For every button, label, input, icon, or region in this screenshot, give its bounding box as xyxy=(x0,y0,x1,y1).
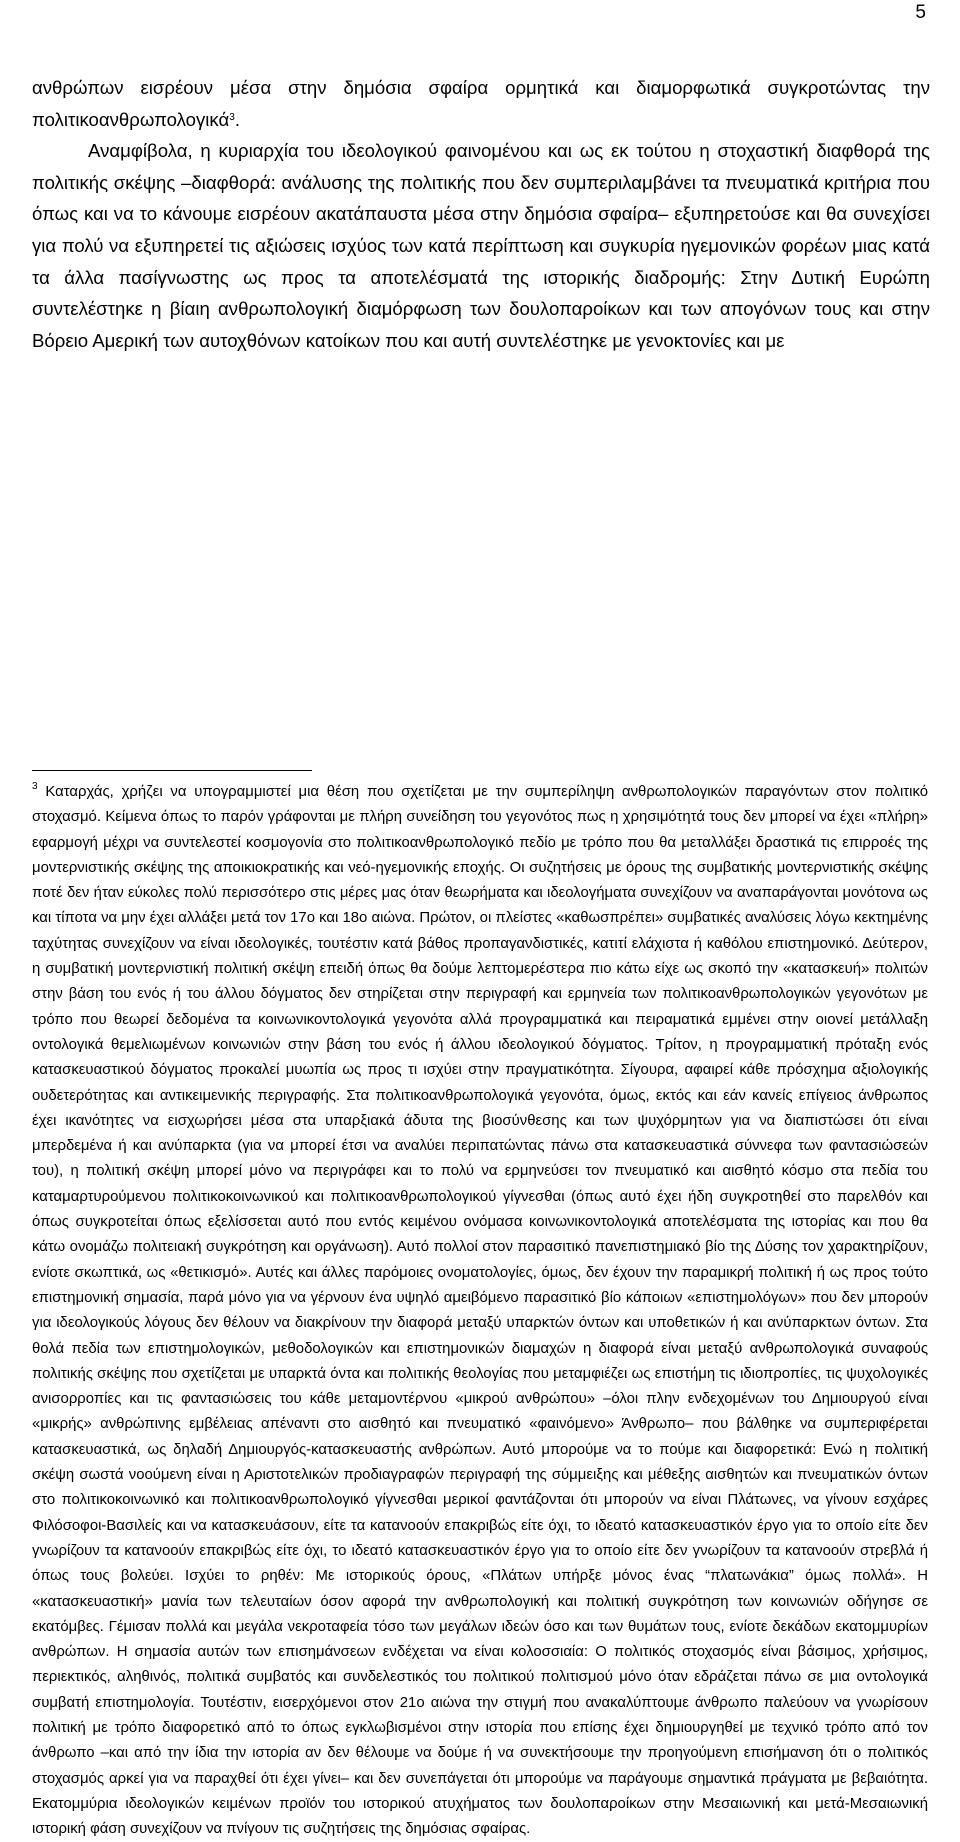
footnote-separator xyxy=(32,770,312,771)
footnote-number: 3 xyxy=(32,781,38,792)
footnote-3 xyxy=(32,780,928,1842)
footnote-text: Καταρχάς, χρήζει να υπογραμμιστεί μια θέση που σχετίζεται με την συμπερίληψη ανθρωπολογικών παραγόντων στον πολιτικό στοχασμό. Κείμενα όπως το παρόν γράφονται με πλήρη συνείδηση του γεγονότος πως η χρησιμότητά τους δεν μπορεί να έχει «πλήρη» εφαρμογή μέχρι να συντελεστεί κοσμογονία στο πολιτικοανθρωπολογικό πεδίο με τρόπο που θα μεταλλάξει δραστικά τις επιρροές της μοντερνιστικής σκέψης της αποικιοκρατικής και νεό-ηγεμονικής εποχής. Οι συζητήσεις με όρους της συμβατικής μοντερνιστικής σκέψης ποτέ δεν ήταν εύκολες πολύ περισσότερο στις μέρες μας όταν θεωρήματα και ιδεολογήματα συνεχίζουν να αναπαράγονται μονότονα ως και τίποτα να μην έχει αλλάξει μετά τον 17ο και 18ο αιώνα. Πρώτον, οι πλείστες «καθωσπρέπει» συμβατικές αναλύσεις λόγω κεκτημένης ταχύτητας συνεχίζουν να είναι ιδεολογικές, τουτέστιν κατά βάθος προπαγανδιστικές, κατιτί ελάχιστα ή καθόλου επιστημονικό. Δεύτερον, η συμβατική μοντερνιστική πολιτική σκέψη επειδή όπως θα δούμε λεπτομερέστερα πιο κάτω είχε ως σκοπό την «κατασκευή» πολιτών στην βάση του ενός ή του άλλου δόγματος δεν στηρίζεται στην περιγραφή και ερμηνεία των πολιτικοανθρωπολογικών γεγονότων με τρόπο που θεωρεί δεδομένα τα κοινωνικοντολογικά γεγονότα αλλά προγραμματικά και πειραματικά εμμένει στην οιονεί μετάλλαξη οντολογικά θεμελιωμένων κοινωνιών στην βάση του ενός ή άλλου ιδεολογικού δόγματος. Τρίτον, η προγραμματική πρόταξη ενός κατασκευαστικού δόγματος προκαλεί μυωπία ως προς τι ισχύει στην πραγματικότητα. Σίγουρα, αφαιρεί κάθε πρόσχημα αξιολογικής ουδετερότητας και αντικειμενικής περιγραφής. Στα πολιτικοανθρωπολογικά γεγονότα, όμως, εκτός και εάν κανείς επίγειος άνθρωπος έχει ικανότητες να εισχωρήσει μέσα στα υπαρξιακά άδυτα της βιοσύνθεσης και των ψυχόρμητων για να διαπιστώσει ότι είναι μπερδεμένα ή και ανύπαρκτα (για να μπορεί έτσι να αναλύει περιπατώντας πάνω στα κατασκευαστικά σύννεφα των φαντασιώσεών του), η πολιτική σκέψη μπορεί μόνο να περιγράφει και το πολύ να ερμηνεύσει τον πνευματικό και αισθητό κόσμο στα πεδία του καταμαρτυρούμενου πολιτικοκοινωνικού και πολιτικοανθρωπολογικού γίγνεσθαι (όπως αυτό έχει ήδη συγκροτηθεί στο παρελθόν και όπως συγκροτείται όπως εξελίσσεται αυτό που εντός κειμένου ονόμασα κοινωνικοντολογικά αποτελέσματα της ιστορίας και που θα κάτω ονομάζω πολιτειακή συγκρότηση και οργάνωση). Αυτό πολλοί στον παρασιτικό πανεπιστημιακό βίο της Δύσης τον χαρακτηρίζουν, ενίοτε σκωπτικά, ως «θετικισμό». Αυτές και άλλες παρόμοιες ονοματολογίες, όμως, δεν έχουν την παραμικρή πολιτική ή ως προς τούτο επιστημονική σημασία, παρά μόνο για να γέρνουν ένα υψηλό αμειβόμενο παρασιτικό βίο κάποιων «επιστημολόγων» που δεν μπορούν για ιδεολογικούς λόγους δεν θέλουν να διακρίνουν την διαφορά μεταξύ υπαρκτών όντων και υποθετικών ή και ανύπαρκτων όντων. Στα θολά πεδία των επιστημολογικών, μεθοδολογικών και επιστημονικών διαμαχών η διαφορά είναι μεταξύ ανθρωπολογικά συναφούς πολιτικής σκέψης που σχετίζεται με υπαρκτά όντα και πολιτικής θεολογίας που μεταμφιέζει ως επιστήμη τις ιδιοπροπίες, τις ψυχολογικές ανισορροπίες και τις φαντασιώσεις του κάθε μεταμοντέρνου «μικρού ανθρώπου» –όλοι πλην ενδεχομένων του Δημιουργού είναι «μικρής» ανθρώπινης εμβέλειας απέναντι στο αισθητό και πνευματικό «φαινόμενο» Άνθρωπο– που βάλθηκε να συμπεριφέρεται κατασκευαστικά, ως δηλαδή Δημιουργός-κατασκευαστής ανθρώπων. Αυτό μπορούμε να το πούμε και διαφορετικά: Ενώ η πολιτική σκέψη σωστά νοούμενη είναι η Αριστοτελικών προδιαγραφών περιγραφή της σύμμειξης και μέθεξης αισθητών και πνευματικών όντων στο πολιτικοκοινωνικό και πολιτικοανθρωπολογικό γίγνεσθαι μερικοί φαντάζονται ότι μπορούν να είναι Πλάτωνες, να γίνουν εσχάρες Φιλόσοφοι-Βασιλείς και να κατασκευάσουν, είτε τα κατανοούν επακριβώς είτε όχι, το ιδεατό κατασκευαστικόν έργο για το οποίο είτε δεν γνωρίζουν τα κατανοούν επακριβώς είτε όχι, το ιδεατό κατασκευαστικόν έργο για το οποίο είτε δεν γνωρίζουν τα κατανοούν στρεβλά ή όπως τους βολεύει. Ισχύει το ρηθέν: Με ιστορικούς όρους, «Πλάτων υπήρξε μόνος ένας “πλατωνάκια” όμως πολλά». Η «κατασκευαστική» μανία των τελευταίων όσον αφορά την ανθρωπολογική και πολιτική συγκρότηση των κοινωνιών οδήγησε σε εκατόμβες. Γέμισαν πολλά και μεγάλα νεκροταφεία τόσο των μεγάλων ιδεών όσο και των θυμάτων τους, ενίοτε δεκάδων εκατομμυρίων ανθρώπων. Η σημασία αυτών των επισημάνσεων ενδέχεται να είναι κολοσσιαία: Ο πολιτικός στοχασμός είναι βάσιμος, χρήσιμος, περιεκτικός, αληθινός, πολιτικά συμβατός και συνδελεστικός του πολιτικού πολιτισμού μόνο όταν εδράζεται πάνω σε μια οντολογικά συμβατή επιστημολογία. Τουτέστιν, εισερχόμενοι στον 21ο αιώνα την στιγμή που ανακαλύπτουμε άνθρωπο παλεύουν να γνωρίσουν πολιτική με τρόπο διαφορετικό από το όπως εγκλωβισμένοι στην ιστορία που επίσης έχει δημιουργηθεί με τεχνικό τρόπο από τον άνθρωπο –και από την ίδια την ιστορία αν δεν θέλουμε να δούμε ή να συνεκτήσουμε την προηγούμενη επισήμανση ότι ο πολιτικός στοχασμός αρκεί για να παραχθεί ότι έχει γίνει– και δεν συνεπάγεται ότι μπορούμε να παράγουμε σημαντικά πράγματα με βεβαιότητα. Εκατομμύρια ιδεολογικών κειμένων προϊόν του ιστορικού ατυχήματος των δουλοπαροίκων στην Μεσαιωνική και μετά-Μεσαιωνική ιστορική φάση συνεχίζουν να πνίγουν τις συζητήσεις της δημόσιας σφαίρας. xyxy=(32,784,928,1838)
paragraph-2: Αναμφίβολα, η κυριαρχία του ιδεολογικού φαινομένου και ως εκ τούτου η στοχαστική διαφθορά της πολιτικής σκέψης –διαφθορά: ανάλυσης της πολιτικής που δεν συμπεριλαμβάνει τα πνευματικά κριτήρια που όπως και να το κάνουμε εισρέουν ακατάπαυστα μέσα στην δημόσια σφαίρα– εξυπηρετούσε και θα συνεχίσει για πολύ να εξυπηρετεί τις αξιώσεις ισχύος των κατά περίπτωση και συγκυρία ηγεμονικών φορέων μιας κατά τα άλλα πασίγνωστης ως προς τα αποτελέσματά της ιστορικής διαδρομής: Στην Δυτική Ευρώπη συντελέστηκε η βίαιη ανθρωπολογική διαμόρφωση των δουλοπαροίκων και των απογόνων τους και στην Βόρειο Αμερική των αυτοχθόνων κατοίκων που και αυτή συντελέστηκε με γενοκτονίες και με xyxy=(32,140,930,351)
main-text xyxy=(32,72,930,356)
paragraph-1 xyxy=(32,72,930,135)
paragraph-1-end: . xyxy=(234,108,240,130)
page-number: 5 xyxy=(915,2,926,23)
footnote-reference[interactable]: 3 xyxy=(229,111,235,123)
paragraph-1-text: ανθρώπων εισρέουν μέσα στην δημόσια σφαίρα ορμητικά και διαμορφωτικά συγκροτώντας την πολιτικοανθρωπολογικά xyxy=(32,77,930,130)
